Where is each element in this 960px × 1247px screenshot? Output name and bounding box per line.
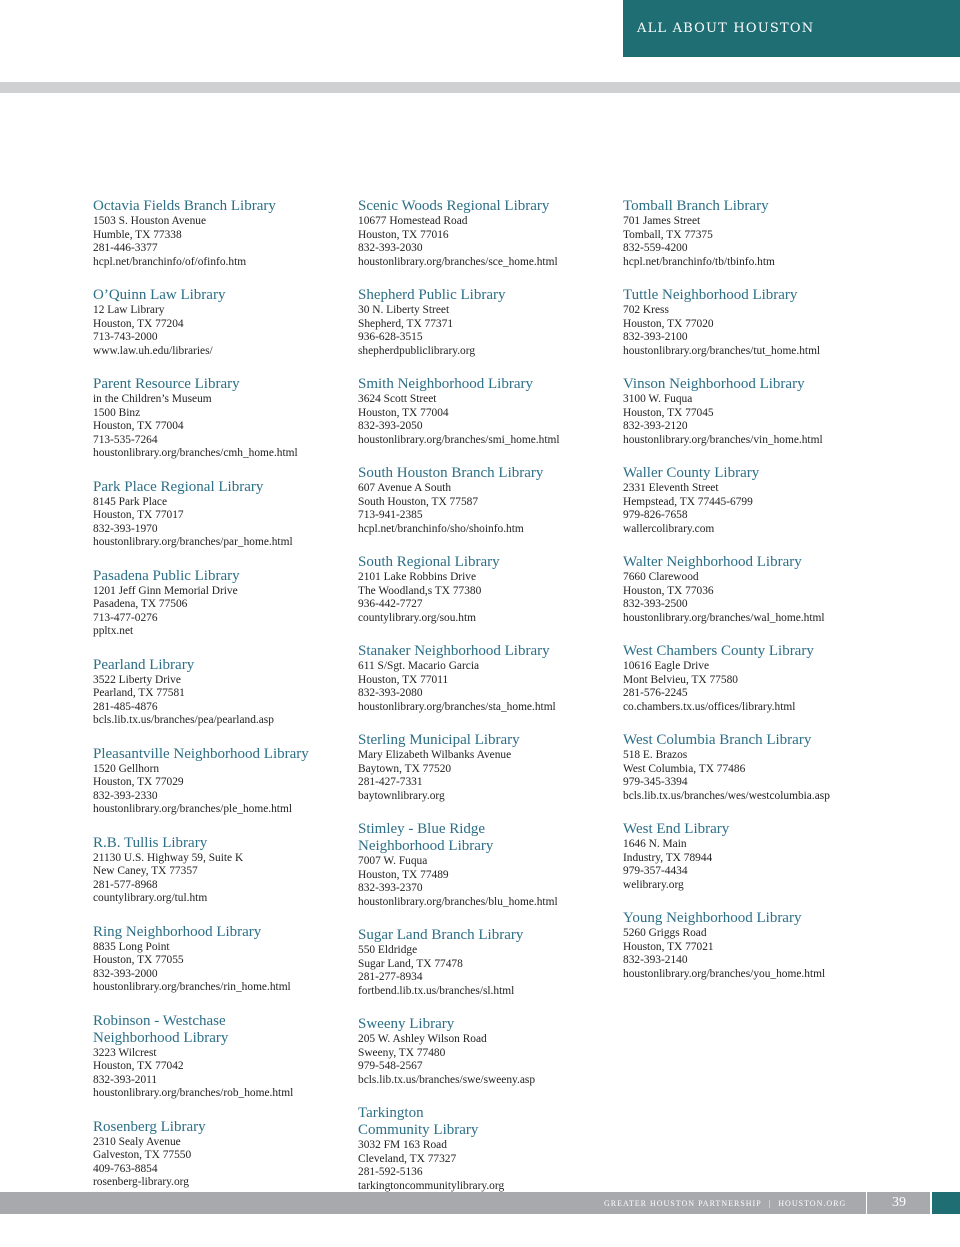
library-name: Shepherd Public Library (358, 287, 506, 303)
library-phone: 936-628-3515 (358, 331, 423, 343)
library-name: Rosenberg Library (93, 1118, 206, 1135)
library-website: bcls.lib.tx.us/branches/swe/sweeny.asp (358, 1073, 536, 1086)
library-address-line: 7660 Clarewood (623, 571, 699, 583)
library-website: tarkingtoncommunitylibrary.org (358, 1179, 505, 1192)
library-phone: 832-393-2080 (358, 687, 423, 699)
library-city-state-zip: Sugar Land, TX 77478 (358, 957, 463, 970)
library-city-state-zip: Houston, TX 77036 (623, 584, 714, 597)
library-city-state-zip: Houston, TX 77004 (358, 406, 449, 419)
library-address-line: 701 James Street (623, 215, 701, 227)
library-city-state-zip: Houston, TX 77004 (93, 420, 184, 432)
library-entry (93, 924, 355, 995)
library-entry (93, 287, 355, 358)
library-entry (623, 732, 885, 803)
library-website: houstonlibrary.org/branches/cmh_home.html (93, 447, 298, 459)
library-address-line: 518 E. Brazos (623, 749, 688, 761)
library-website: wallercolibrary.com (623, 522, 715, 535)
library-name: Scenic Woods Regional Library (358, 198, 550, 214)
top-divider-rule (0, 82, 960, 93)
library-entry (358, 821, 620, 909)
library-phone: 832-393-2140 (623, 954, 688, 966)
library-name: Pearland Library (93, 656, 195, 673)
library-website: houstonlibrary.org/branches/you_home.html (623, 967, 826, 980)
library-address-line: 12 Law Library (93, 304, 165, 316)
library-city-state-zip: Houston, TX 77021 (623, 940, 714, 953)
library-entry (623, 376, 885, 447)
library-website: baytownlibrary.org (358, 789, 445, 802)
library-column-1 (93, 198, 355, 1208)
library-column-2 (358, 198, 620, 1211)
library-phone: 832-393-2000 (93, 967, 158, 980)
library-address-line: 550 Eldridge (358, 944, 418, 956)
library-name: Tomball Branch Library (623, 198, 769, 214)
library-address-line: 30 N. Liberty Street (358, 304, 450, 316)
library-phone: 936-442-7727 (358, 598, 423, 610)
library-address-line: 3624 Scott Street (358, 393, 437, 405)
library-entry (358, 732, 620, 803)
library-entry (358, 198, 620, 269)
library-address-line: 5260 Griggs Road (623, 927, 707, 939)
library-entry (93, 835, 355, 906)
library-website: fortbend.lib.tx.us/branches/sl.html (358, 984, 515, 997)
library-website: co.chambers.tx.us/offices/library.html (623, 700, 796, 713)
library-website: shepherdpubliclibrary.org (358, 344, 476, 357)
library-city-state-zip: Houston, TX 77017 (93, 509, 184, 521)
library-name: Robinson - Westchase (93, 1012, 226, 1029)
library-name: Ring Neighborhood Library (93, 923, 262, 940)
library-name: Young Neighborhood Library (623, 910, 802, 926)
library-entry (93, 376, 355, 461)
library-entry (93, 479, 355, 550)
library-entry (358, 927, 620, 998)
library-entry (623, 821, 885, 892)
library-address-line: 3522 Liberty Drive (93, 673, 181, 686)
library-website: countylibrary.org/tul.htm (93, 892, 208, 904)
library-city-state-zip: South Houston, TX 77587 (358, 495, 479, 508)
library-name: Parent Resource Library (93, 376, 240, 392)
library-phone: 832-393-2500 (623, 598, 688, 610)
library-name: South Regional Library (358, 554, 500, 570)
library-phone: 979-548-2567 (358, 1060, 423, 1072)
library-website: houstonlibrary.org/branches/sce_home.html (358, 255, 558, 268)
library-website: houstonlibrary.org/branches/vin_home.html (623, 433, 823, 446)
library-website: welibrary.org (623, 878, 684, 891)
library-city-state-zip: The Woodland,s TX 77380 (358, 584, 482, 597)
library-address-line: 1646 N. Main (623, 838, 687, 850)
library-name: Stanaker Neighborhood Library (358, 643, 550, 659)
library-name: Tuttle Neighborhood Library (623, 287, 798, 303)
library-name: Octavia Fields Branch Library (93, 198, 276, 214)
library-phone: 281-277-8934 (358, 971, 423, 983)
library-city-state-zip: Humble, TX 77338 (93, 228, 182, 241)
library-city-state-zip: Houston, TX 77055 (93, 954, 184, 966)
library-entry (623, 287, 885, 358)
library-phone: 713-941-2385 (358, 509, 423, 521)
library-name: Neighborhood Library (358, 838, 494, 854)
library-phone: 281-592-5136 (358, 1166, 423, 1178)
library-city-state-zip: Houston, TX 77020 (623, 317, 714, 330)
library-entry (93, 1119, 355, 1190)
library-city-state-zip: New Caney, TX 77357 (93, 865, 198, 877)
library-entry (623, 910, 885, 981)
library-website: countylibrary.org/sou.htm (358, 611, 477, 624)
library-city-state-zip: Sweeny, TX 77480 (358, 1046, 446, 1059)
library-phone: 713-477-0276 (93, 611, 158, 624)
library-website: houstonlibrary.org/branches/blu_home.html (358, 895, 558, 908)
library-city-state-zip: Houston, TX 77204 (93, 317, 184, 330)
library-city-state-zip: Houston, TX 77029 (93, 776, 184, 788)
library-name: Sterling Municipal Library (358, 732, 520, 748)
library-entry (358, 287, 620, 358)
library-name: Sweeny Library (358, 1016, 455, 1032)
library-address-line: 3223 Wilcrest (93, 1046, 157, 1059)
library-city-state-zip: Cleveland, TX 77327 (358, 1152, 457, 1165)
library-city-state-zip: Pasadena, TX 77506 (93, 598, 188, 610)
library-phone: 832-393-2120 (623, 420, 688, 432)
library-name: West End Library (623, 821, 730, 837)
library-website: houstonlibrary.org/branches/smi_home.html (358, 433, 560, 446)
library-address-line: 8835 Long Point (93, 940, 170, 953)
library-phone: 979-826-7658 (623, 509, 688, 521)
library-entry (623, 643, 885, 714)
library-phone: 409-763-8854 (93, 1162, 158, 1175)
library-entry (358, 465, 620, 536)
library-address-line: 10616 Eagle Drive (623, 660, 710, 672)
library-phone: 832-393-2100 (623, 331, 688, 343)
library-name: Smith Neighborhood Library (358, 376, 533, 392)
library-phone: 832-393-1970 (93, 522, 158, 535)
library-website: bcls.lib.tx.us/branches/pea/pearland.asp (93, 714, 274, 726)
library-address-line: 3032 FM 163 Road (358, 1139, 447, 1151)
library-entry (358, 1105, 620, 1193)
library-website: houstonlibrary.org/branches/sta_home.html (358, 700, 556, 713)
library-website: houstonlibrary.org/branches/wal_home.html (623, 611, 825, 624)
footer-divider (866, 1192, 867, 1214)
library-name: Walter Neighborhood Library (623, 554, 802, 570)
library-name: Pleasantville Neighborhood Library (93, 745, 309, 762)
library-name: Vinson Neighborhood Library (623, 376, 805, 392)
library-phone: 281-446-3377 (93, 242, 158, 254)
library-address-line: 607 Avenue A South (358, 482, 452, 494)
library-entry (93, 657, 355, 728)
library-website: bcls.lib.tx.us/branches/wes/westcolumbia.asp (623, 789, 830, 802)
library-phone: 832-393-2050 (358, 420, 423, 432)
library-city-state-zip: Houston, TX 77016 (358, 228, 449, 241)
library-city-state-zip: Mont Belvieu, TX 77580 (623, 673, 738, 686)
library-city-state-zip: Galveston, TX 77550 (93, 1149, 192, 1161)
library-address-line: 1500 Binz (93, 406, 141, 419)
library-city-state-zip: Tomball, TX 77375 (623, 228, 713, 241)
library-phone: 832-393-2030 (358, 242, 423, 254)
library-city-state-zip: Hempstead, TX 77445-6799 (623, 495, 753, 508)
library-name: Tarkington (358, 1105, 424, 1121)
library-phone: 281-577-8968 (93, 878, 158, 891)
library-city-state-zip: Houston, TX 77042 (93, 1060, 184, 1072)
library-website: houstonlibrary.org/branches/tut_home.html (623, 344, 821, 357)
library-phone: 832-559-4200 (623, 242, 688, 254)
library-entry (93, 1013, 355, 1101)
library-entry (358, 1016, 620, 1087)
library-address-line: 611 S/Sgt. Macario Garcia (358, 660, 480, 672)
library-city-state-zip: Industry, TX 78944 (623, 851, 713, 864)
library-phone: 281-427-7331 (358, 776, 423, 788)
library-entry (358, 643, 620, 714)
library-phone: 832-393-2011 (93, 1073, 158, 1086)
library-name: Community Library (358, 1122, 479, 1138)
library-address-line: 3100 W. Fuqua (623, 393, 693, 405)
library-name: Sugar Land Branch Library (358, 927, 524, 943)
library-address-line: 2101 Lake Robbins Drive (358, 571, 476, 583)
footer-accent-block (932, 1192, 960, 1214)
library-entry (93, 198, 355, 269)
section-title: ALL ABOUT HOUSTON (637, 21, 815, 36)
library-website: hcpl.net/branchinfo/sho/shoinfo.htm (358, 522, 524, 535)
library-name: West Chambers County Library (623, 643, 814, 659)
library-entry (623, 554, 885, 625)
library-address-line: 7007 W. Fuqua (358, 855, 428, 867)
library-name: R.B. Tullis Library (93, 834, 208, 851)
library-address-line: 1201 Jeff Ginn Memorial Drive (93, 584, 238, 597)
library-name: Waller County Library (623, 465, 760, 481)
library-name: Neighborhood Library (93, 1029, 229, 1046)
library-website: houstonlibrary.org/branches/ple_home.html (93, 803, 292, 815)
library-address-line: 702 Kress (623, 304, 669, 316)
library-phone: 713-535-7264 (93, 433, 158, 446)
footer-credits (604, 1192, 846, 1214)
library-address-line: 1520 Gellhorn (93, 762, 160, 775)
library-phone: 979-357-4434 (623, 865, 688, 877)
library-address-line: in the Children’s Museum (93, 393, 212, 405)
library-entry (358, 554, 620, 625)
footer-separator: | (768, 1198, 772, 1208)
library-phone: 979-345-3394 (623, 776, 688, 788)
section-header (623, 0, 960, 57)
library-entry (623, 198, 885, 269)
library-name: South Houston Branch Library (358, 465, 544, 481)
library-website: hcpl.net/branchinfo/tb/tbinfo.htm (623, 255, 775, 268)
library-name: Pasadena Public Library (93, 567, 240, 584)
library-column-3 (623, 198, 885, 999)
library-address-line: 205 W. Ashley Wilson Road (358, 1033, 487, 1045)
library-city-state-zip: Houston, TX 77489 (358, 868, 449, 881)
library-website: www.law.uh.edu/libraries/ (93, 344, 213, 357)
library-entry (93, 568, 355, 639)
library-address-line: 8145 Park Place (93, 495, 168, 508)
library-website: houstonlibrary.org/branches/rin_home.html (93, 981, 291, 993)
library-address-line: 10677 Homestead Road (358, 215, 468, 227)
library-name: O’Quinn Law Library (93, 287, 226, 303)
library-website: rosenberg-library.org (93, 1176, 189, 1188)
library-phone: 832-393-2330 (93, 789, 158, 802)
library-name: West Columbia Branch Library (623, 732, 812, 748)
library-address-line: Mary Elizabeth Wilbanks Avenue (358, 749, 512, 761)
library-name: Stimley - Blue Ridge (358, 821, 486, 837)
library-phone: 713-743-2000 (93, 331, 158, 343)
library-website: hcpl.net/branchinfo/of/ofinfo.htm (93, 255, 247, 268)
library-website: houstonlibrary.org/branches/par_home.html (93, 536, 293, 548)
footer-publisher: GREATER HOUSTON PARTNERSHIP (604, 1198, 762, 1208)
library-address-line: 1503 S. Houston Avenue (93, 215, 207, 227)
library-website: houstonlibrary.org/branches/rob_home.html (93, 1087, 294, 1099)
library-address-line: 21130 U.S. Highway 59, Suite K (93, 851, 244, 864)
page-number: 39 (892, 1195, 906, 1210)
library-website: ppltx.net (93, 625, 134, 637)
library-phone: 832-393-2370 (358, 882, 423, 894)
library-city-state-zip: Baytown, TX 77520 (358, 762, 452, 775)
library-phone: 281-485-4876 (93, 700, 158, 713)
library-city-state-zip: Houston, TX 77011 (358, 673, 449, 686)
library-phone: 281-576-2245 (623, 687, 688, 699)
footer-website: HOUSTON.ORG (778, 1198, 847, 1208)
library-address-line: 2331 Eleventh Street (623, 482, 719, 494)
library-entry (93, 746, 355, 817)
library-city-state-zip: Shepherd, TX 77371 (358, 317, 454, 330)
library-city-state-zip: West Columbia, TX 77486 (623, 762, 746, 775)
library-name: Park Place Regional Library (93, 478, 264, 495)
library-city-state-zip: Houston, TX 77045 (623, 406, 714, 419)
library-city-state-zip: Pearland, TX 77581 (93, 687, 185, 699)
library-entry (358, 376, 620, 447)
library-entry (623, 465, 885, 536)
library-address-line: 2310 Sealy Avenue (93, 1135, 181, 1148)
